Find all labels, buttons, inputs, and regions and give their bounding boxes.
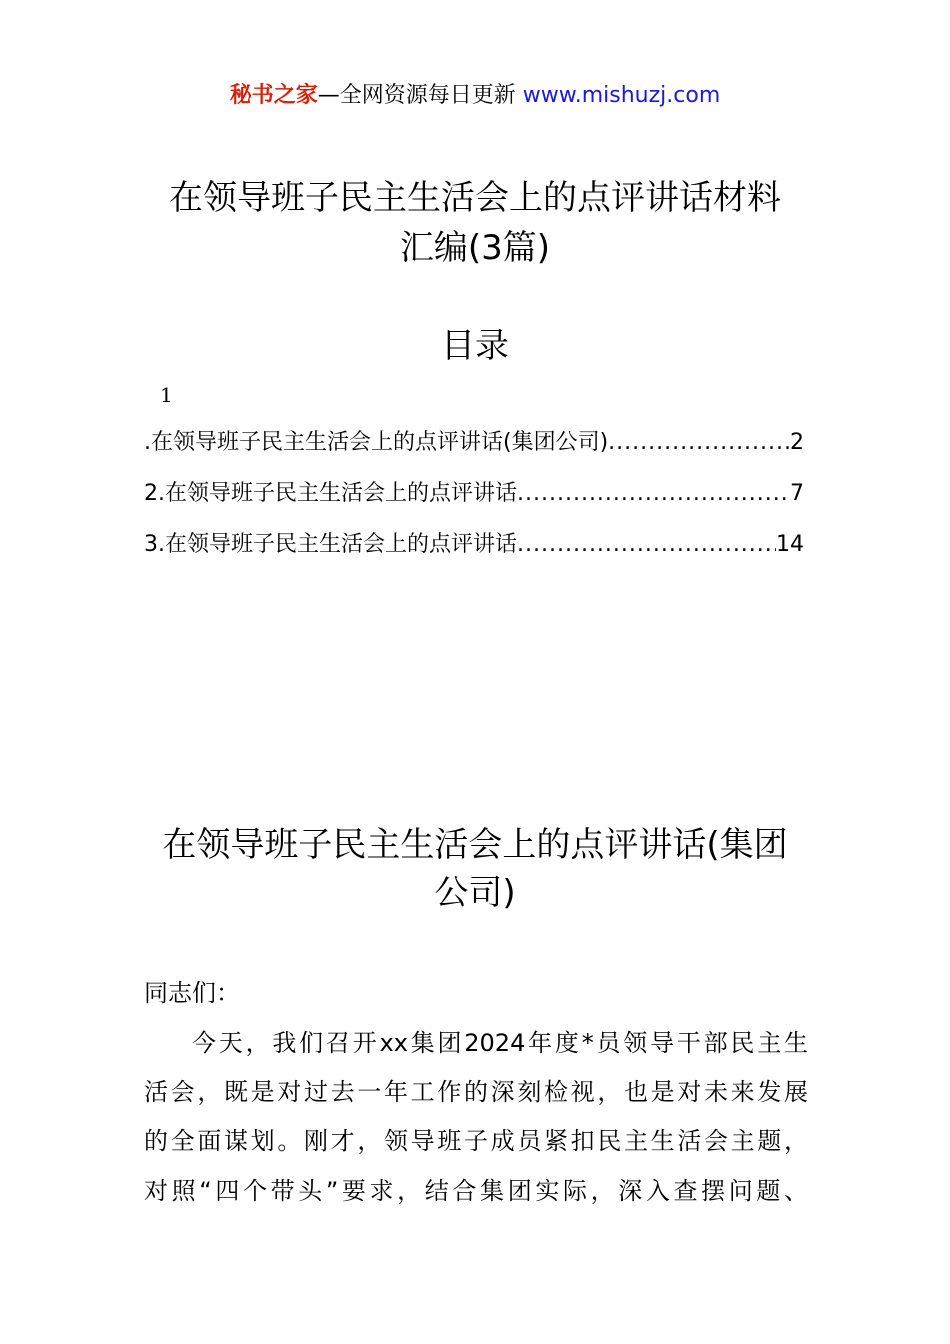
toc-entry-2[interactable] xyxy=(144,476,804,512)
toc-heading: 目录 xyxy=(441,326,509,366)
body-text-line: 今天，我们召开xx集团2024年度*员领导干部民主生 xyxy=(192,1029,808,1057)
site-header xyxy=(0,80,950,112)
toc-leader-dots xyxy=(517,476,790,512)
toc-leader-dots xyxy=(608,425,790,461)
toc-entry-label: 2.在领导班子民主生活会上的点评讲话 xyxy=(144,481,517,506)
toc-leader-dots xyxy=(517,527,776,563)
toc-entry-3[interactable] xyxy=(144,527,804,563)
document-title-line-1: 在领导班子民主生活会上的点评讲话材料 xyxy=(169,178,781,218)
toc-entry-page: 2 xyxy=(790,430,804,455)
site-url-link[interactable]: www.mishuzj.com xyxy=(522,83,721,108)
document-title-line-2: 汇编(3篇) xyxy=(399,228,551,268)
header-slogan: —全网资源每日更新 xyxy=(317,83,523,108)
toc-entry-page: 14 xyxy=(776,532,804,557)
section-title-line-2: 公司) xyxy=(434,873,516,913)
toc-stray-number: 1 xyxy=(160,383,173,407)
salutation: 同志们： xyxy=(144,979,240,1007)
toc-entry-label: 3.在领导班子民主生活会上的点评讲话 xyxy=(144,532,517,557)
body-text-line: 活会，既是对过去一年工作的深刻检视，也是对未来发展 xyxy=(144,1078,808,1106)
brand-name: 秘书之家 xyxy=(229,83,318,108)
body-text-line: 对照“四个带头”要求，结合集团实际，深入查摆问题、 xyxy=(144,1177,808,1205)
toc-entry-page: 7 xyxy=(790,481,804,506)
toc-entry-1[interactable] xyxy=(144,425,804,461)
section-title-line-1: 在领导班子民主生活会上的点评讲话(集团 xyxy=(162,825,788,865)
toc-entry-label: .在领导班子民主生活会上的点评讲话(集团公司) xyxy=(144,430,609,455)
body-text-line: 的全面谋划。刚才，领导班子成员紧扣民主生活会主题， xyxy=(144,1127,808,1155)
